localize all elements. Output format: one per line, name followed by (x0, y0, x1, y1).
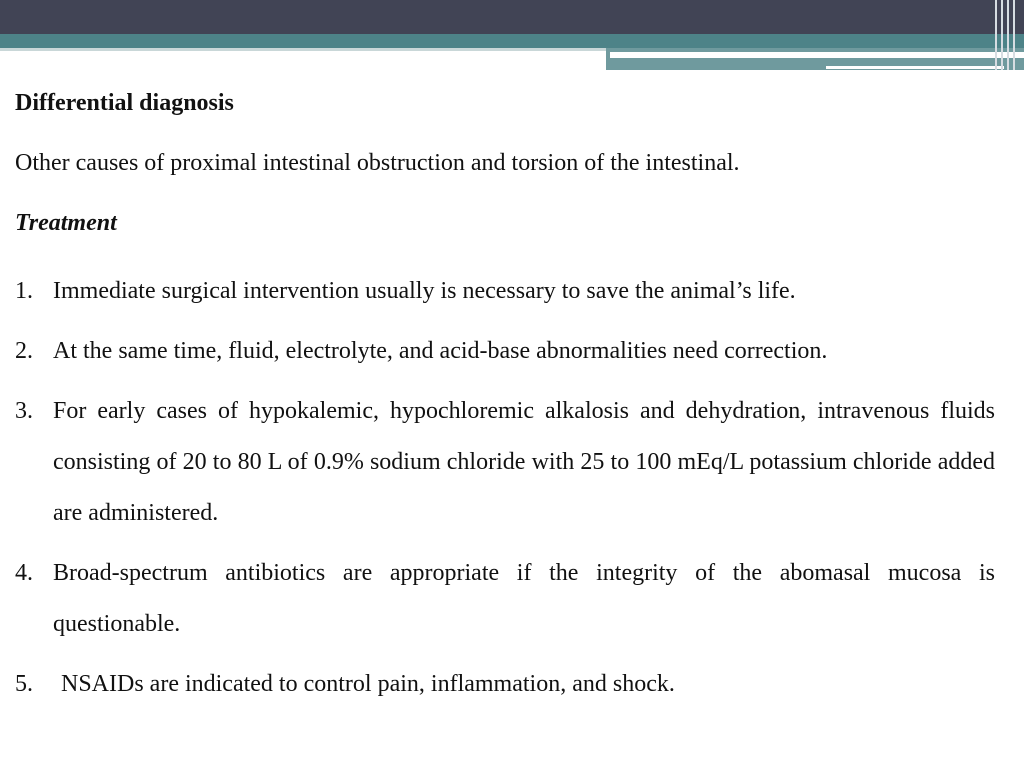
header-teal-band (0, 34, 1024, 48)
header-stripe (1013, 0, 1015, 70)
treatment-item (15, 266, 995, 317)
item-number: 2. (15, 338, 33, 364)
item-number: 1. (15, 278, 33, 304)
header-drop-line (826, 66, 1004, 69)
item-text: Immediate surgical intervention usually is necessary to save the animal’s life. (53, 278, 796, 304)
header-stripe (995, 0, 997, 70)
treatment-item (15, 386, 995, 539)
item-text: Broad-spectrum antibiotics are appropriate if the integrity of the abomasal mucosa is questionable. (53, 560, 995, 637)
item-text: At the same time, fluid, electrolyte, and acid-base abnormalities need correction. (53, 338, 828, 364)
item-text: NSAIDs are indicated to control pain, inflammation, and shock. (61, 671, 675, 697)
item-text: For early cases of hypokalemic, hypochloremic alkalosis and dehydration, intravenous fluids consisting of 20 to 80 L of 0.9% sodium chloride with 25 to 100 mEq/L potassium chloride added are administered. (53, 398, 995, 526)
treatment-item (15, 326, 995, 377)
header-dark-band (0, 0, 1024, 34)
slide-content (15, 86, 995, 719)
header-teal-shadow (0, 48, 606, 51)
differential-diagnosis-heading: Differential diagnosis (15, 90, 234, 116)
item-number: 5. (15, 671, 33, 697)
item-number: 4. (15, 560, 33, 586)
treatment-item (15, 548, 995, 650)
treatment-item (15, 659, 995, 710)
header-stripe (1001, 0, 1003, 70)
header-stripe (1007, 0, 1009, 70)
treatment-heading: Treatment (15, 210, 117, 236)
differential-diagnosis-text: Other causes of proximal intestinal obstruction and torsion of the intestinal. (15, 150, 740, 176)
item-number: 3. (15, 398, 33, 424)
header-drop-highlight (610, 52, 1024, 58)
